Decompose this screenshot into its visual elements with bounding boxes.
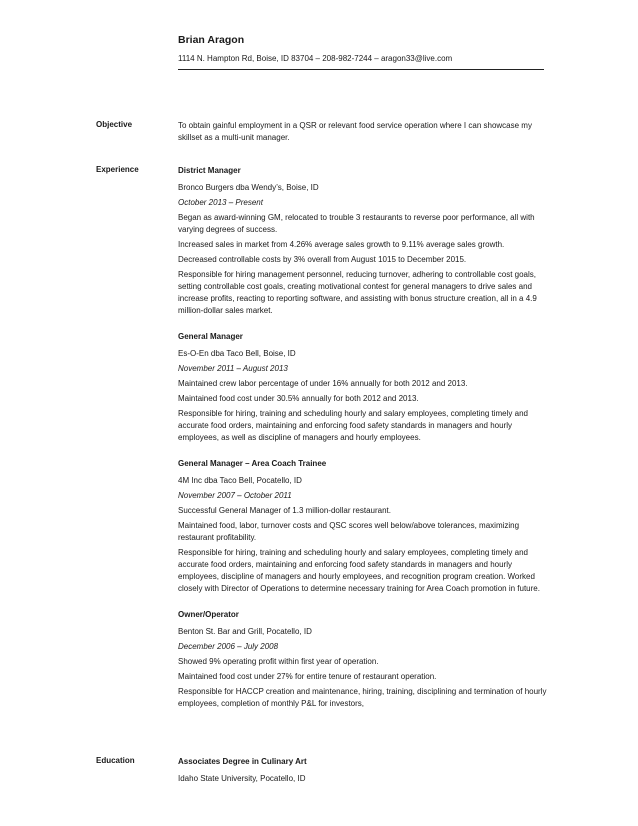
- job-bullet: Maintained food cost under 27% for entire tenure of restaurant operation.: [178, 672, 437, 681]
- job-entry: [178, 609, 550, 710]
- objective-text: To obtain gainful employment in a QSR or relevant food service operation where I can showcase my skillset as a multi-unit manager.: [178, 121, 532, 142]
- education-degree: Associates Degree in Culinary Art: [178, 757, 307, 766]
- job-entry: [178, 165, 550, 317]
- job-employer: Bronco Burgers dba Wendy’s, Boise, ID: [178, 183, 319, 192]
- education-label: Education: [96, 756, 135, 765]
- job-bullet: Responsible for hiring management personnel, reducing turnover, adhering to controllable cost goals, setting controllable cost goals, creating motivational contest for general managers to drive sales and increase profits, reacting to reporting software, and assisting with bonus structure creation, all in a 4.9 million-dollar sales market.: [178, 270, 537, 315]
- job-bullet: Began as award-winning GM, relocated to trouble 3 restaurants to reverse poor performance, all with varying degrees of success.: [178, 213, 535, 234]
- job-entry: [178, 331, 550, 444]
- job-dates: November 2011 – August 2013: [178, 364, 288, 373]
- resume-name: Brian Aragon: [178, 34, 245, 46]
- job-bullet: Maintained food cost under 30.5% annually for both 2012 and 2013.: [178, 394, 419, 403]
- job-title: General Manager: [178, 332, 243, 341]
- job-bullet: Maintained food, labor, turnover costs and QSC scores well below/above tolerances, maximizing restaurant profitability.: [178, 521, 520, 542]
- job-bullet: Responsible for HACCP creation and maintenance, hiring, training, disciplining and termination of hourly employees, completion of monthly P&L for investors,: [178, 687, 547, 708]
- job-employer: Benton St. Bar and Grill, Pocatello, ID: [178, 627, 312, 636]
- job-employer: Es-O-En dba Taco Bell, Boise, ID: [178, 349, 296, 358]
- job-bullet: Decreased controllable costs by 3% overall from August 1015 to December 2015.: [178, 255, 467, 264]
- header-divider: [178, 69, 544, 70]
- job-bullet: Responsible for hiring, training and scheduling hourly and salary employees, completing timely and accurate food orders, maintaining and enforcing food safety standards in managers and hourly employees, discipline of managers and hourly employees, and recognition program creation. Worked closely with Director of Operations to determine necessary training for Area Coach promotion in future.: [178, 548, 540, 593]
- education-school: Idaho State University, Pocatello, ID: [178, 774, 306, 783]
- job-bullet: Responsible for hiring, training and scheduling hourly and salary employees, completing timely and accurate food orders, maintaining and enforcing food safety standards in managers and hourly employees, as well as discipline of managers and hourly employees.: [178, 409, 528, 442]
- objective-label: Objective: [96, 120, 133, 129]
- job-entry: [178, 458, 550, 595]
- job-bullet: Showed 9% operating profit within first year of operation.: [178, 657, 379, 666]
- job-title: Owner/Operator: [178, 610, 239, 619]
- job-dates: November 2007 – October 2011: [178, 491, 292, 500]
- job-bullet: Maintained crew labor percentage of under 16% annually for both 2012 and 2013.: [178, 379, 468, 388]
- job-employer: 4M Inc dba Taco Bell, Pocatello, ID: [178, 476, 302, 485]
- experience-label: Experience: [96, 165, 139, 174]
- contact-info: 1114 N. Hampton Rd, Boise, ID 83704 – 208-982-7244 – aragon33@live.com: [178, 54, 453, 63]
- job-bullet: Successful General Manager of 1.3 million-dollar restaurant.: [178, 506, 391, 515]
- job-title: General Manager – Area Coach Trainee: [178, 459, 327, 468]
- job-dates: December 2006 – July 2008: [178, 642, 279, 651]
- job-title: District Manager: [178, 166, 241, 175]
- job-dates: October 2013 – Present: [178, 198, 263, 207]
- job-bullet: Increased sales in market from 4.26% average sales growth to 9.11% average sales growth.: [178, 240, 505, 249]
